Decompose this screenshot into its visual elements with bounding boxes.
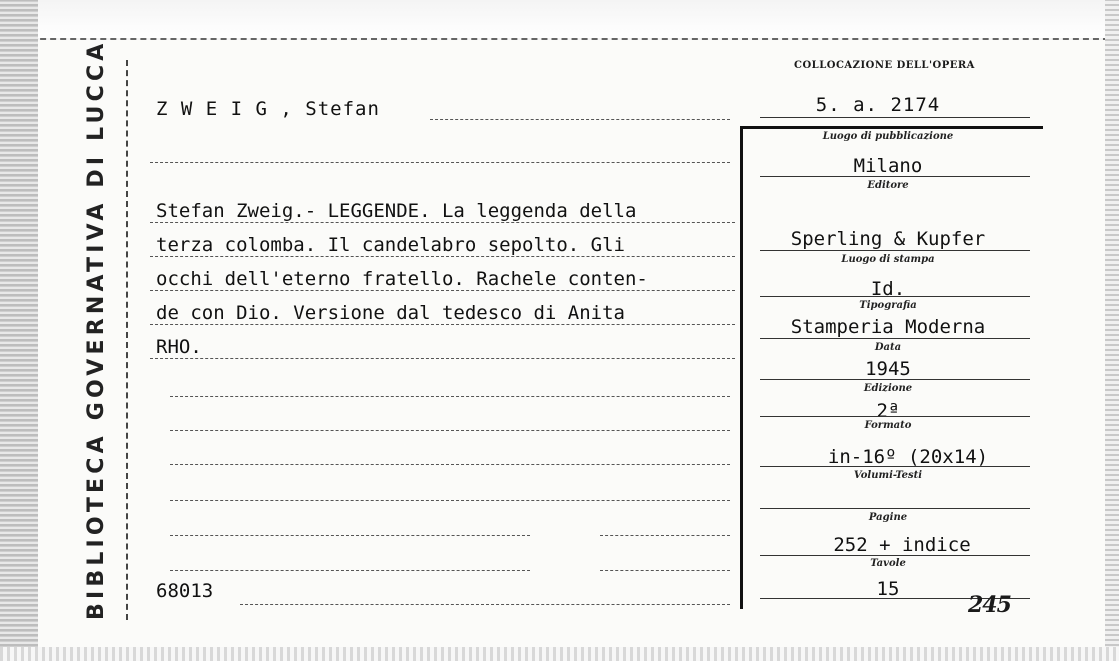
value-tavole: 15	[876, 578, 900, 600]
value-tipografia: Stamperia Moderna	[790, 316, 986, 338]
label-luogo-pubblicazione: Luogo di pubblicazione	[822, 131, 954, 142]
label-pagine: Pagine	[868, 512, 908, 523]
description-rule	[150, 324, 735, 325]
field-rule	[760, 176, 1030, 177]
blank-rule	[150, 162, 730, 163]
description-line-2: terza colomba. Il candelabro sepolto. Gli	[156, 234, 625, 256]
collocation-rule	[760, 117, 1030, 118]
label-data: Data	[874, 342, 902, 353]
author-heading: Z W E I G , Stefan	[156, 98, 380, 120]
description-line-1: Stefan Zweig.- LEGGENDE. La leggenda della	[156, 200, 637, 222]
field-rule	[760, 338, 1030, 339]
blank-rule	[170, 396, 730, 397]
scan-edge-top	[0, 0, 1119, 40]
description-rule	[150, 358, 735, 359]
field-rule	[760, 466, 1030, 467]
label-luogo-stampa: Luogo di stampa	[841, 254, 935, 265]
description-line-4: de con Dio. Versione dal tedesco di Anita	[156, 302, 625, 324]
label-volumi-testi: Volumi-Testi	[853, 470, 923, 481]
label-editore: Editore	[867, 180, 909, 191]
description-rule	[150, 222, 735, 223]
author-rule	[430, 119, 730, 120]
field-rule	[760, 379, 1030, 380]
blank-rule	[170, 535, 530, 536]
collocation-value: 5. a. 2174	[815, 94, 941, 116]
label-formato: Formato	[864, 420, 912, 431]
blank-rule	[600, 535, 730, 536]
description-rule	[150, 256, 735, 257]
description-line-3: occhi dell'eterno fratello. Rachele conten-	[156, 268, 648, 290]
description-line-5: RHO.	[156, 336, 202, 358]
value-pagine: 252 + indice	[833, 534, 971, 556]
library-name-vertical: BIBLIOTECA GOVERNATIVA DI LUCCA	[84, 39, 109, 620]
blank-rule	[600, 570, 730, 571]
value-luogo-stampa: Id.	[870, 278, 906, 300]
scan-edge-right	[1105, 0, 1119, 661]
scan-edge-bottom	[0, 647, 1119, 661]
field-rule	[760, 508, 1030, 509]
label-tavole: Tavole	[870, 558, 906, 569]
collocation-header: COLLOCAZIONE DELL'OPERA	[794, 60, 975, 71]
handwritten-signature: 245	[968, 592, 1011, 618]
blank-rule	[170, 430, 730, 431]
label-edizione: Edizione	[863, 383, 913, 394]
field-rule	[760, 296, 1030, 297]
value-edizione: 2ª	[876, 400, 900, 422]
label-tipografia: Tipografia	[859, 300, 917, 311]
inventory-rule	[240, 604, 730, 605]
value-formato: in-16º (20x14)	[827, 446, 989, 468]
field-rule	[760, 416, 1030, 417]
blank-rule	[170, 570, 530, 571]
value-editore: Sperling & Kupfer	[790, 228, 986, 250]
value-data: 1945	[865, 358, 911, 380]
margin-line	[126, 60, 128, 620]
blank-rule	[170, 464, 730, 465]
description-rule	[150, 290, 735, 291]
inventory-number: 68013	[156, 580, 214, 602]
field-rule	[760, 250, 1030, 251]
value-luogo-pubblicazione: Milano	[853, 155, 923, 177]
scan-edge-left	[0, 0, 38, 661]
field-rule	[760, 555, 1030, 556]
blank-rule	[170, 500, 730, 501]
